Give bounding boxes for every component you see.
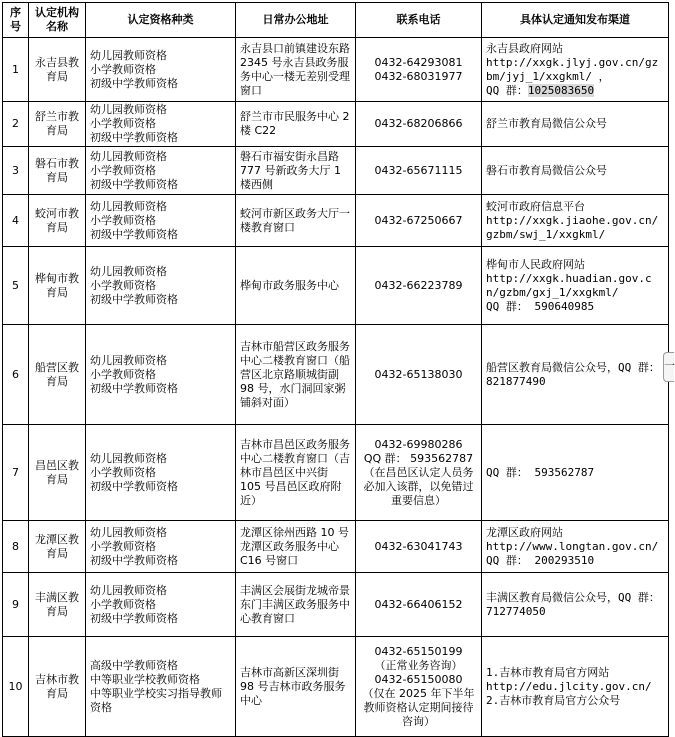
cell-address: 吉林市船营区政务服务中心二楼教育窗口（船营区北京路顺城街副 98 号，水门洞回家粥铺斜对面） — [236, 325, 356, 425]
channel-line: http://xxgk.jlyj.gov.cn/gzbm/jyj_1/xxgkml/ ， — [486, 55, 659, 83]
channel-line: 2.吉林市教育局官方公众号 — [486, 693, 621, 707]
table-row — [3, 38, 669, 102]
phone-line: 0432-67250667 — [374, 213, 463, 227]
cell-channel — [482, 521, 669, 573]
cell-types — [86, 102, 236, 147]
phone-line: 0432-65150080 — [374, 672, 463, 686]
type-line: 小学教师资格 — [90, 367, 156, 381]
cell-phone — [356, 573, 482, 637]
channel-line: 龙潭区政府网站 — [486, 525, 563, 539]
cell-address: 吉林市高新区深圳街 98 号吉林市政务服务中心 — [236, 637, 356, 737]
cell-phone — [356, 38, 482, 102]
cell-phone — [356, 147, 482, 195]
channel-line: http://www.longtan.gov.cn/QQ 群： 200293510 — [486, 539, 659, 567]
channel-line: http://xxgk.huadian.gov.cn/gzbm/gxj_1/xxgkml/ — [486, 271, 652, 299]
type-line: 小学教师资格 — [90, 163, 156, 177]
side-collapse-tab[interactable]: 一 — [663, 352, 674, 382]
channel-qq-line — [486, 84, 664, 98]
cell-phone — [356, 247, 482, 325]
cell-no: 6 — [3, 325, 29, 425]
type-line: 初级中学教师资格 — [90, 479, 178, 493]
channel-line: 桦甸市人民政府网站 — [486, 257, 585, 271]
table-row — [3, 521, 669, 573]
cell-channel — [482, 147, 669, 195]
type-line: 幼儿园教师资格 — [90, 353, 167, 367]
cell-authority: 舒兰市教育局 — [29, 102, 86, 147]
phone-line: 0432-68206866 — [374, 117, 463, 130]
header-authority: 认定机构名称 — [29, 3, 86, 38]
type-line: 小学教师资格 — [90, 62, 156, 76]
type-line: 幼儿园教师资格 — [90, 48, 167, 62]
type-line: 幼儿园教师资格 — [90, 103, 167, 116]
cell-authority: 昌邑区教育局 — [29, 425, 86, 521]
type-line: 小学教师资格 — [90, 117, 156, 130]
header-types: 认定资格种类 — [86, 3, 236, 38]
cell-address: 蛟河市新区政务大厅一楼教育窗口 — [236, 195, 356, 247]
cell-authority: 丰满区教育局 — [29, 573, 86, 637]
type-line: 初级中学教师资格 — [90, 76, 178, 90]
cell-types — [86, 425, 236, 521]
cell-phone — [356, 521, 482, 573]
channel-line: 1.吉林市教育局官方网站 — [486, 665, 610, 679]
channel-line: http://edu.jlcity.gov.cn/ — [486, 679, 652, 693]
channel-line: 舒兰市教育局微信公众号 — [486, 117, 607, 130]
phone-line: （仅在 2025 年下半年教师资格认定期间接待咨询） — [362, 686, 475, 728]
qq-number-highlight: 1025083650 — [527, 83, 595, 97]
cell-address: 龙潭区徐州西路 10 号龙潭区政务服务中心 C16 号窗口 — [236, 521, 356, 573]
type-line: 中等职业学校教师资格 — [90, 672, 200, 686]
type-line: 幼儿园教师资格 — [90, 149, 167, 163]
cell-channel — [482, 325, 669, 425]
cell-authority: 船营区教育局 — [29, 325, 86, 425]
type-line: 初级中学教师资格 — [90, 177, 178, 191]
cell-types — [86, 38, 236, 102]
cell-no: 4 — [3, 195, 29, 247]
type-line: 初级中学教师资格 — [90, 131, 178, 144]
type-line: 初级中学教师资格 — [90, 292, 178, 306]
cell-types — [86, 637, 236, 737]
cell-phone — [356, 637, 482, 737]
phone-line: 0432-64293081 — [374, 55, 463, 69]
cell-types — [86, 325, 236, 425]
table-header-row — [3, 3, 669, 38]
cell-types — [86, 521, 236, 573]
cell-address: 磐石市福安街永昌路 777 号新政务大厅 1 楼西侧 — [236, 147, 356, 195]
phone-line: 0432-66406152 — [374, 597, 463, 611]
cell-types — [86, 195, 236, 247]
cell-authority: 蛟河市教育局 — [29, 195, 86, 247]
cell-authority: 桦甸市教育局 — [29, 247, 86, 325]
phone-line: 0432-69980286 — [374, 437, 463, 451]
type-line: 高级中学教师资格 — [90, 658, 178, 672]
cell-no: 10 — [3, 637, 29, 737]
channel-line: 丰满区教育局微信公众号，QQ 群： 712774050 — [486, 590, 660, 618]
phone-line: 0432-65138030 — [374, 367, 463, 381]
table-row — [3, 147, 669, 195]
cell-address: 舒兰市市民服务中心 2 楼 C22 — [236, 102, 356, 147]
cell-types — [86, 573, 236, 637]
cell-address: 桦甸市政务服务中心 — [236, 247, 356, 325]
phone-line: （在昌邑区认定人员务必加入该群，以免错过重要信息） — [363, 465, 474, 507]
type-line: 小学教师资格 — [90, 539, 156, 553]
cell-no: 1 — [3, 38, 29, 102]
table-row — [3, 425, 669, 521]
phone-line: 0432-66223789 — [374, 278, 463, 292]
cell-authority: 永吉县教育局 — [29, 38, 86, 102]
header-channel: 具体认定通知发布渠道 — [482, 3, 669, 38]
cell-address: 丰满区会展街龙城帝景东门丰满区政务服务中心教育窗口 — [236, 573, 356, 637]
phone-line: 0432-68031977 — [374, 69, 463, 83]
cell-address: 吉林市昌邑区政务服务中心二楼教育窗口（吉林市昌邑区中兴街 105 号昌邑区政府附近） — [236, 425, 356, 521]
type-line: 幼儿园教师资格 — [90, 264, 167, 278]
cell-types — [86, 147, 236, 195]
phone-line: 0432-65150199 — [374, 644, 463, 658]
phone-line: 0432-63041743 — [374, 539, 463, 553]
cell-no: 2 — [3, 102, 29, 147]
cell-authority: 吉林市教育局 — [29, 637, 86, 737]
cell-types — [86, 247, 236, 325]
type-line: 小学教师资格 — [90, 465, 156, 479]
channel-line: 磐石市教育局微信公众号 — [486, 163, 607, 177]
type-line: 初级中学教师资格 — [90, 611, 178, 625]
cell-no: 8 — [3, 521, 29, 573]
channel-line: QQ 群： 590640985 — [486, 299, 595, 313]
table-row — [3, 325, 669, 425]
header-address: 日常办公地址 — [236, 3, 356, 38]
cell-phone — [356, 325, 482, 425]
cell-no: 3 — [3, 147, 29, 195]
cell-phone — [356, 195, 482, 247]
table-row — [3, 195, 669, 247]
type-line: 初级中学教师资格 — [90, 381, 178, 395]
cell-authority: 龙潭区教育局 — [29, 521, 86, 573]
table-row — [3, 247, 669, 325]
cell-phone — [356, 425, 482, 521]
phone-line: QQ 群： 593562787 — [363, 451, 474, 465]
cell-no: 9 — [3, 573, 29, 637]
cell-channel — [482, 38, 669, 102]
table-row — [3, 573, 669, 637]
header-phone: 联系电话 — [356, 3, 482, 38]
type-line: 中等职业学校实习指导教师资格 — [90, 686, 222, 714]
type-line: 初级中学教师资格 — [90, 553, 178, 567]
phone-line: （正常业务咨询） — [374, 658, 463, 672]
channel-line: 永吉县政府网站 — [486, 41, 563, 55]
type-line: 小学教师资格 — [90, 213, 156, 227]
cell-address: 永吉县口前镇建设东路 2345 号永吉县政务服务中心一楼无差别受理窗口 — [236, 38, 356, 102]
type-line: 幼儿园教师资格 — [90, 525, 167, 539]
cell-channel — [482, 573, 669, 637]
header-no: 序号 — [3, 3, 29, 38]
cell-channel — [482, 637, 669, 737]
cell-authority: 磐石市教育局 — [29, 147, 86, 195]
type-line: 小学教师资格 — [90, 278, 156, 292]
cell-channel — [482, 195, 669, 247]
cell-channel — [482, 102, 669, 147]
channel-line: QQ 群： 593562787 — [486, 465, 595, 479]
channel-line: 蛟河市政府信息平台 — [486, 199, 585, 213]
qq-label: QQ 群： — [486, 83, 528, 97]
type-line: 小学教师资格 — [90, 597, 156, 611]
certification-table — [2, 2, 669, 737]
cell-phone — [356, 102, 482, 147]
table-row — [3, 102, 669, 147]
channel-line: http://xxgk.jiaohe.gov.cn/gzbm/swj_1/xxgkml/ — [486, 213, 659, 241]
type-line: 幼儿园教师资格 — [90, 583, 167, 597]
table-row — [3, 637, 669, 737]
cell-no: 7 — [3, 425, 29, 521]
cell-no: 5 — [3, 247, 29, 325]
type-line: 幼儿园教师资格 — [90, 451, 167, 465]
type-line: 初级中学教师资格 — [90, 227, 178, 241]
cell-channel — [482, 425, 669, 521]
type-line: 幼儿园教师资格 — [90, 199, 167, 213]
cell-channel — [482, 247, 669, 325]
channel-line: 船营区教育局微信公众号，QQ 群： 821877490 — [486, 360, 660, 388]
phone-line: 0432-65671115 — [374, 163, 463, 177]
